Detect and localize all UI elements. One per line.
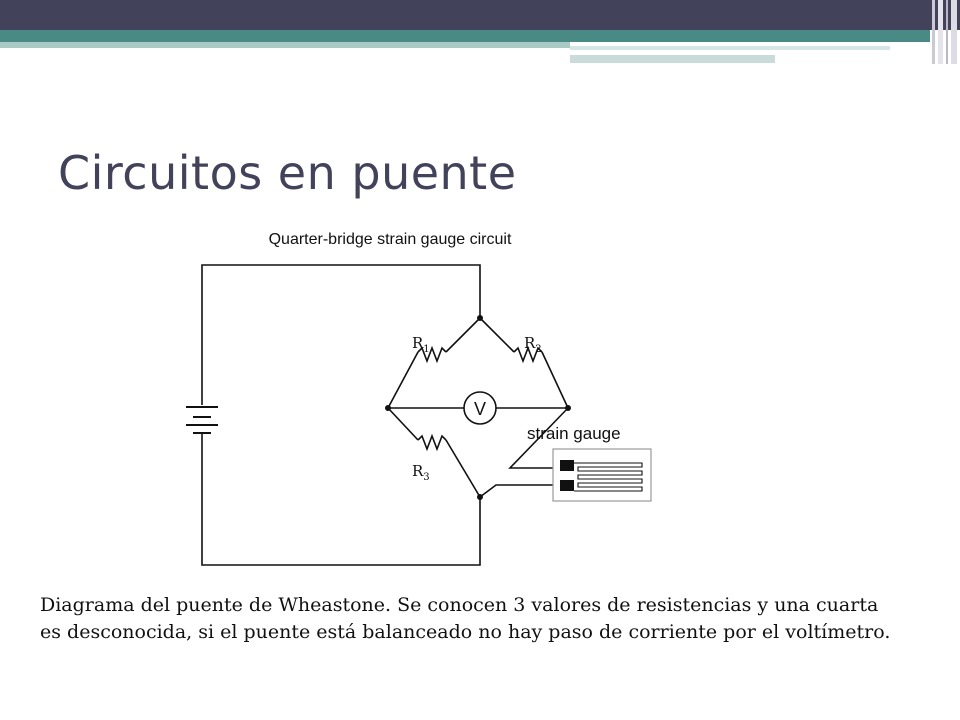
strain-gauge-icon (553, 449, 651, 501)
diagram-title: Quarter-bridge strain gauge circuit (268, 231, 512, 248)
slide-title: Circuitos en puente (58, 146, 517, 200)
voltmeter-label: V (473, 399, 487, 419)
svg-text:R3: $R_3$ (412, 462, 430, 483)
battery-symbol (186, 407, 218, 433)
circuit-wires (202, 265, 568, 565)
voltmeter (464, 392, 496, 424)
svg-text:R2: $R_2$ (524, 334, 542, 355)
strain-gauge-label: strain gauge (527, 424, 621, 443)
svg-text:R1: $R_1$ (412, 334, 430, 355)
slide-caption: Diagrama del puente de Wheastone. Se conocen 3 valores de resistencias y una cuarta es desconocida, si el puente está balanceado no hay paso de corriente por el voltímetro. (40, 594, 891, 643)
